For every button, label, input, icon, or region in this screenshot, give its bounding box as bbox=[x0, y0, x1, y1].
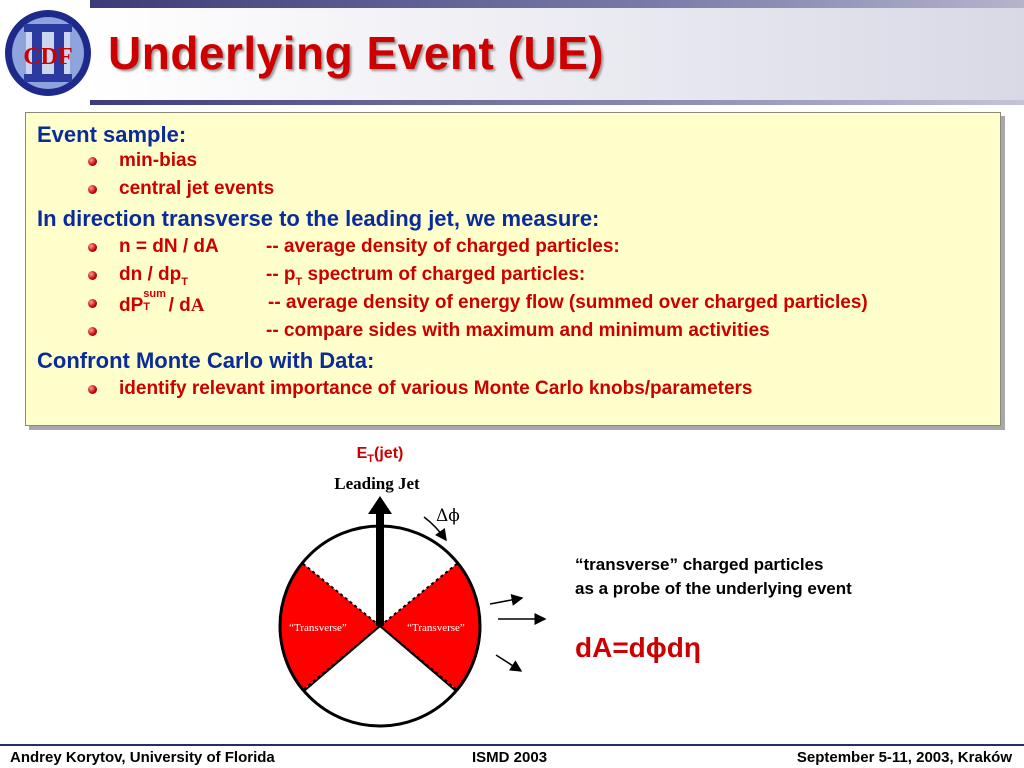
delta-phi-label: Δϕ bbox=[436, 506, 460, 526]
event-sample-item-central-jet: central jet events bbox=[119, 178, 275, 199]
transverse-heading: In direction transverse to the leading jet, we measure: bbox=[37, 206, 600, 231]
probe-text-line-2: as a probe of the underlying event bbox=[575, 579, 852, 598]
probe-text-line-1: “transverse” charged particles bbox=[575, 555, 824, 574]
area-formula: dA=dϕdη bbox=[575, 632, 701, 663]
leading-jet-arrow-head bbox=[368, 496, 392, 514]
footer-divider bbox=[0, 744, 1024, 746]
measure-spectrum-quantity: dn / $dp_T$ bbox=[119, 264, 188, 288]
measure-energy-quantity: dP sum T / dA bbox=[119, 288, 205, 316]
event-sample-item-min-bias: min-bias bbox=[119, 150, 198, 171]
footer-author: Andrey Korytov, University of Florida bbox=[10, 749, 275, 766]
transverse-label-right: “Transverse” bbox=[407, 622, 465, 634]
event-sample-heading: Event sample: bbox=[37, 122, 187, 147]
page-title: Underlying Event (UE) bbox=[108, 27, 605, 79]
confront-heading: Confront Monte Carlo with Data: bbox=[37, 348, 375, 373]
transverse-label-left: “Transverse” bbox=[289, 622, 347, 634]
particle-arrow bbox=[496, 655, 521, 671]
footer-conference: ISMD 2003 bbox=[472, 749, 548, 766]
leading-jet-arrow bbox=[376, 512, 384, 626]
measure-spectrum-description: -- $p_T$ spectrum of charged particles: bbox=[266, 264, 586, 288]
et-jet-label: $E_T(jet)$ bbox=[356, 445, 404, 465]
measure-density-description: -- average density of charged particles: bbox=[266, 236, 620, 257]
logo-text: CDF bbox=[23, 44, 73, 70]
footer-date-place: September 5-11, 2003, Kraków bbox=[796, 749, 1012, 766]
leading-jet-label: Leading Jet bbox=[334, 474, 420, 493]
particle-arrow bbox=[490, 598, 522, 604]
measure-density-quantity: n = dN / dA bbox=[119, 236, 219, 257]
measure-compare-description: -- compare sides with maximum and minimum activities bbox=[266, 320, 770, 341]
confront-item: identify relevant importance of various Monte Carlo knobs/parameters bbox=[119, 378, 753, 399]
measure-energy-description: -- average density of energy flow (summed over charged particles) bbox=[268, 292, 868, 313]
